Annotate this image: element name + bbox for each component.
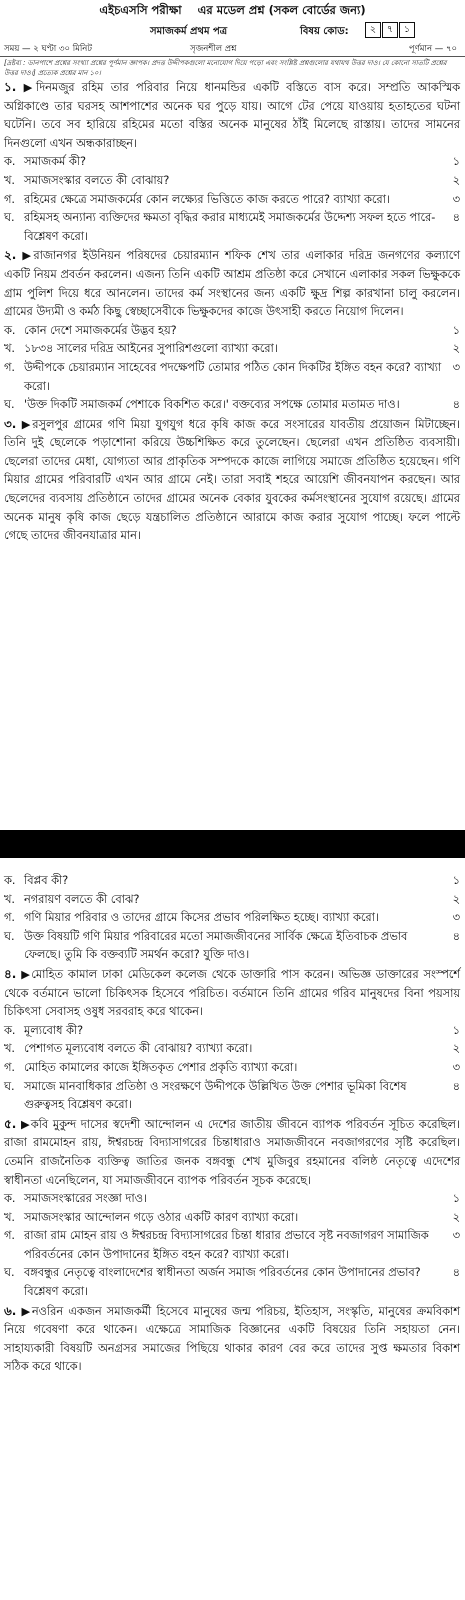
sub-mark: ৩ [452, 1060, 460, 1074]
sub-text: মূল্যবোধ কী? [24, 1023, 84, 1037]
stimulus-text: মোহিত কামাল ঢাকা মেডিকেল কলেজ থেকে ডাক্তারি পাস করেন। অভিজ্ঞ ডাক্তারের সংস্পর্শে থেকে বর্তমানে ভালো চিকিৎসক হিসেবে পরিচিত। বর্তমানে তিনি গ্রামের গরিব মানুষদের বিনা পয়সায় চিকিৎসা সেবাসহ ওষুধ সরবরাহ করে থাকেন। [4, 967, 460, 1019]
sub-text: সমাজকর্ম কী? [24, 155, 87, 169]
sub-label: ক. [4, 1192, 16, 1206]
sub-mark: ২ [452, 342, 460, 356]
stimulus-text: রাজানগর ইউনিয়ন পরিষদের চেয়ারম্যান শফিক শেখ তার এলাকার দরিদ্র জনগণের কল্যাণে একটি নিয়ম প্রবর্তন করলেন। এজন্য তিনি একটি আশ্রম প্রতিষ্ঠা করে সেখানে এলাকার সকল ভিক্ষুককে গ্রাম পুলিশ দিয়ে ধরে আনলেন। তাদের কর্ম সংস্থানের জন্য একটি ক্ষুদ্র শিল্প কারখানা চালু করলেন। গ্রামের উদ্যমী ও কর্মঠ কিছু স্বেচ্ছাসেবীকে ভিক্ষুকদের কাজে উৎসাহী করতে নিয়োগ দিলেন। [4, 249, 461, 319]
sub-mark: ৩ [452, 911, 460, 925]
instruction-note: [দ্রষ্টব্য : ডানপাশে প্রশ্নের সংখ্যা প্রশ্নের পূর্ণমান জ্ঞাপক। প্রদত্ত উদ্দীপকগুলো মনোযোগ দিয়ে পড়ো এবং সংশ্লিষ্ট প্রশ্নগুলোর যথাযথ উত্তর দাও। যে কোনো সাতটি প্রশ্নের উত্তর দাও।] প্রত্যেক প্রশ্নের মান ১০। [4, 59, 447, 77]
sub-mark: ১ [452, 1023, 460, 1037]
question-number: ১. [4, 80, 17, 94]
sub-mark: ১ [452, 1192, 460, 1206]
sub-label: ক. [4, 874, 16, 887]
code-digit: ২ [365, 22, 381, 38]
sub-mark: ৩ [452, 192, 460, 206]
sub-label: ঘ. [4, 398, 15, 412]
sub-mark: ২ [452, 1210, 460, 1224]
sub-text: মোহিত কামালের কাজে ইঙ্গিতকৃত পেশার প্রকৃতি ব্যাখ্যা করো। [24, 1060, 298, 1074]
meta-row [0, 42, 465, 57]
subject-code-boxes [365, 22, 416, 38]
stimulus-text: রসুলপুর গ্রামের গণি মিয়া যুগযুগ ধরে কৃষি কাজ করে সংসারের যাবতীয় প্রয়োজন মিটাচ্ছেন। তিনি দুই ছেলেকে পড়াশোনা করিয়ে উচ্চশিক্ষিত করে তুলেছেন। ছেলেরা এখন প্রতিষ্ঠিত ব্যবসায়ী। ছেলেরা তাদের মেধা, যোগ্যতা আর প্রাকৃতিক সম্পদকে কাজে লাগিয়ে সমাজে প্রতিষ্ঠিত হয়েছেন। গণি মিয়ার গ্রামের পরিবারটি এখন আর গ্রামে নেই। তারা সবাই শহরে আয়েশি জীবনযাপন করছেন। আর ছেলেদের ব্যবসায় প্রতিষ্ঠানে তাদের গ্রামের অনেক বেকার যুবকের কর্মসংস্থানের সুযোগ রয়েছে। গ্রামের অনেক মানুষ কৃষি কাজ ছেড়ে যন্ত্রচালিত প্রতিষ্ঠানে আরামে কাজ করার সুযোগ পাচ্ছে। ফলে পাল্টে গেছে তাদের জীবনযাত্রার মান। [4, 417, 461, 543]
question-5-d [4, 1264, 460, 1301]
questions-page-one [4, 78, 460, 546]
question-5-a [4, 1190, 460, 1209]
sub-text: ১৮৩৪ সালের দরিদ্র আইনের সুপারিশগুলো ব্যাখ্যা করো। [24, 342, 278, 356]
subject-name: সমাজকর্ম প্রথম পত্র [150, 26, 228, 37]
question-2-d [4, 396, 460, 415]
sub-label: গ. [4, 911, 15, 925]
question-4-b [4, 1040, 460, 1059]
code-digit: ৭ [382, 22, 398, 38]
sub-mark: ২ [452, 1042, 460, 1056]
full-marks: পূর্ণমান — ৭০ [408, 44, 457, 54]
sub-label: গ. [4, 1229, 15, 1243]
sub-label: গ. [4, 192, 15, 206]
question-4-c [4, 1059, 460, 1078]
sub-text: নগরায়ণ বলতে কী বোঝ? [24, 892, 140, 906]
subject-row [0, 22, 465, 42]
sub-label: খ. [4, 173, 16, 187]
question-4-a [4, 1022, 460, 1041]
sub-label: খ. [4, 1210, 16, 1224]
sub-label: ঘ. [4, 211, 15, 225]
sub-text: সমাজে মানবাধিকার প্রতিষ্ঠা ও সংরক্ষণে উদ্দীপকে উল্লিখিত উক্ত পেশার ভূমিকা বিশেষ গুরুত্বসহ বিশ্লেষণ করো। [24, 1079, 407, 1112]
sub-label: ঘ. [4, 1079, 15, 1093]
sub-text: উক্ত বিষয়টি গণি মিয়ার পরিবারের মতো সমাজজীবনের সার্বিক ক্ষেত্রে ইতিবাচক প্রভাব ফেলছে। তুমি কি বক্তব্যটি সমর্থন করো? যুক্তি দাও। [24, 929, 408, 962]
question-2-stem: ২. ▶রাজানগর ইউনিয়ন পরিষদের চেয়ারম্যান শফিক শেখ তার এলাকার দরিদ্র জনগণের কল্যাণে একটি নিয়ম প্রবর্তন করলেন। এজন্য তিনি একটি আশ্রম প্রতিষ্ঠা করে সেখানে এলাকার সকল ভিক্ষুককে গ্রাম পুলিশ দিয়ে ধরে আনলেন। তাদের কর্ম সংস্থানের জন্য একটি ক্ষুদ্র শিল্প কারখানা চালু করলেন। গ্রামের উদ্যমী ও কর্মঠ কিছু স্বেচ্ছাসেবীকে ভিক্ষুকদের কাজে উৎসাহী করতে নিয়োগ দিলেন। [4, 248, 461, 319]
sub-mark: ৪ [452, 1079, 460, 1093]
page-two [0, 858, 465, 1600]
stimulus-text: নওরিন একজন সমাজকর্মী হিসেবে মানুষের জন্ম পরিচয়, ইতিহাস, সংস্কৃতি, মানুষের ক্রমবিকাশ নিয়ে গবেষণা করে থাকেন। এক্ষেত্রে সামাজিক বিজ্ঞানের একটি বিষয়ের তিনি সহায়তা নেন। সাহায্যকারী বিষয়টি অনগ্রসর সমাজের পিছিয়ে থাকার কারণ বের করে তাদের সুপ্ত ক্ষমতার বিকাশ সঠিক করে থাকে। [4, 1304, 460, 1374]
question-number: ৫. [4, 1116, 17, 1131]
question-5-b [4, 1209, 460, 1228]
question-5-stem: ৫. ▶কবি মুকুন্দ দাসের স্বদেশী আন্দোলন এ দেশের জাতীয় জীবনে ব্যাপক পরিবর্তন সূচিত করেছিল। রাজা রামমোহন রায়, ঈশ্বরচন্দ্র বিদ্যাসাগরের চিন্তাধারাও সমাজজীবনে নবজাগরণের সৃষ্টি করেছিল। তেমনি রাজনৈতিক ব্যক্তিত্ব জাতির জনক বঙ্গবন্ধু শেখ মুজিবুর রহমানের বলিষ্ঠ নেতৃত্বে এদেশের স্বাধীনতা এনেছিলেন, যা সমাজজীবনে ব্যাপক পরিবর্তন সূচক করেছে। [4, 1116, 460, 1187]
sub-label: ক. [4, 155, 16, 169]
sub-label: ঘ. [4, 1266, 15, 1280]
question-1-stem: ১. ▶দিনমজুর রহিম তার পরিবার নিয়ে ধানমন্ডির একটি বস্তিতে বাস করে। সম্প্রতি আকস্মিক অগ্নিকাণ্ডে তার ঘরসহ আশপাশের অনেক ঘর পুড়ে যায়। আগে টের পেয়ে যাওয়ায় হতাহতের ঘটনা ঘটেনি। তবে সব হারিয়ে রহিমের মতো বস্তির অনেক মানুষের ঠাঁই মিলেছে রাস্তায়। তাদের সামনের দিনগুলো এখন অন্ধকারাচ্ছন। [4, 80, 460, 150]
sub-mark: ৪ [452, 211, 460, 225]
question-2-c [4, 359, 460, 396]
question-number: ২. [4, 248, 17, 263]
sub-text: পেশাগত মূল্যবোধ বলতে কী বোঝায়? ব্যাখ্যা করো। [24, 1042, 253, 1056]
question-number: ৪. [4, 966, 17, 981]
sub-mark: ৪ [452, 1266, 460, 1280]
sub-mark: ৪ [452, 929, 460, 943]
sub-label: গ. [4, 1060, 15, 1074]
sub-text: কোন দেশে সমাজকর্মের উদ্ভব হয়? [24, 323, 177, 337]
sub-text: রহিমসহ অন্যান্য ব্যক্তিদের ক্ষমতা বৃদ্ধির করার মাধ্যমেই সমাজকর্মের উদ্দেশ্য সফল হতে পারে- বিশ্লেষণ করো। [24, 211, 436, 243]
question-5-c [4, 1227, 460, 1264]
exam-header [0, 2, 465, 21]
sub-label: ক. [4, 1023, 16, 1037]
sub-text: সমাজসংস্কার বলতে কী বোঝায়? [24, 173, 170, 187]
question-4-stem: ৪. ▶মোহিত কামাল ঢাকা মেডিকেল কলেজ থেকে ডাক্তারি পাস করেন। অভিজ্ঞ ডাক্তারের সংস্পর্শে থেকে বর্তমানে ভালো চিকিৎসক হিসেবে পরিচিত। বর্তমানে তিনি গ্রামের গরিব মানুষদের বিনা পয়সায় চিকিৎসা সেবাসহ ওষুধ সরবরাহ করে থাকেন। [4, 966, 460, 1019]
sub-label: ঘ. [4, 929, 15, 943]
question-4-d [4, 1078, 460, 1115]
question-number: ৬. [4, 1303, 17, 1318]
sub-text: সমাজসংস্কার আন্দোলন গড়ে ওঠার একটি কারণ ব্যাখ্যা করো। [24, 1210, 299, 1224]
question-type: সৃজনশীল প্রশ্ন [190, 44, 237, 54]
exam-name: এইচএসসি পরীক্ষা [99, 3, 182, 17]
stimulus-text: দিনমজুর রহিম তার পরিবার নিয়ে ধানমন্ডির একটি বস্তিতে বাস করে। সম্প্রতি আকস্মিক অগ্নিকাণ্ডে তার ঘরসহ আশপাশের অনেক ঘর পুড়ে যায়। আগে টের পেয়ে যাওয়ায় হতাহতের ঘটনা ঘটেনি। তবে সব হারিয়ে রহিমের মতো বস্তির অনেক মানুষের ঠাঁই মিলেছে রাস্তায়। তাদের সামনের দিনগুলো এখন অন্ধকারাচ্ছন। [4, 81, 460, 150]
question-3-c [4, 909, 460, 928]
sub-text: বঙ্গবন্ধুর নেতৃত্বে বাংলাদেশের স্বাধীনতা অর্জন সমাজ পরিবর্তনের কোন উপাদানের প্রভাব? বিশ্লেষণ করো। [24, 1266, 421, 1299]
sub-label: খ. [4, 342, 16, 356]
exam-time: সময় — ২ ঘণ্টা ৩০ মিনিট [4, 44, 92, 54]
question-3-b [4, 891, 460, 910]
sub-text: রাজা রাম মোহন রায় ও ঈশ্বরচন্দ্র বিদ্যাসাগরের চিন্তা ধারার প্রভাবে সৃষ্ট নবজাগরণ সামাজিক পরিবর্তনের কোন উপাদানের ইঙ্গিত বহন করে? ব্যাখ্যা করো। [24, 1229, 429, 1261]
sub-text: বিপ্লব কী? [24, 874, 69, 887]
stimulus-text: কবি মুকুন্দ দাসের স্বদেশী আন্দোলন এ দেশের জাতীয় জীবনে ব্যাপক পরিবর্তন সূচিত করেছিল। রাজা রামমোহন রায়, ঈশ্বরচন্দ্র বিদ্যাসাগরের চিন্তাধারাও সমাজজীবনে নবজাগরণের সৃষ্টি করেছিল। তেমনি রাজনৈতিক ব্যক্তিত্ব জাতির জনক বঙ্গবন্ধু শেখ মুজিবুর রহমানের বলিষ্ঠ নেতৃত্বে এদেশের স্বাধীনতা এনেছিলেন, যা সমাজজীবনে ব্যাপক পরিবর্তন সূচক করেছে। [4, 1117, 460, 1187]
question-6-stem: ৬. ▶নওরিন একজন সমাজকর্মী হিসেবে মানুষের জন্ম পরিচয়, ইতিহাস, সংস্কৃতি, মানুষের ক্রমবিকাশ নিয়ে গবেষণা করে থাকেন। এক্ষেত্রে সামাজিক বিজ্ঞানের একটি বিষয়ের তিনি সহায়তা নেন। সাহায্যকারী বিষয়টি অনগ্রসর সমাজের পিছিয়ে থাকার কারণ বের করে তাদের সুপ্ত ক্ষমতার বিকাশ সঠিক করে থাকে। [4, 1303, 460, 1374]
question-3-stem: ৩. ▶রসুলপুর গ্রামের গণি মিয়া যুগযুগ ধরে কৃষি কাজ করে সংসারের যাবতীয় প্রয়োজন মিটাচ্ছেন। তিনি দুই ছেলেকে পড়াশোনা করিয়ে উচ্চশিক্ষিত করে তুলেছেন। ছেলেরা এখন প্রতিষ্ঠিত ব্যবসায়ী। ছেলেরা তাদের মেধা, যোগ্যতা আর প্রাকৃতিক সম্পদকে কাজে লাগিয়ে সমাজে প্রতিষ্ঠিত হয়েছেন। গণি মিয়ার গ্রামের পরিবারটি এখন আর গ্রামে নেই। তারা সবাই শহরে আয়েশি জীবনযাপন করছেন। আর ছেলেদের ব্যবসায় প্রতিষ্ঠানে তাদের গ্রামের অনেক বেকার যুবকের কর্মসংস্থানের সুযোগ রয়েছে। গ্রামের অনেক মানুষ কৃষি কাজ ছেড়ে যন্ত্রচালিত প্রতিষ্ঠানে আরামে কাজ করার সুযোগ পাচ্ছে। ফলে পাল্টে গেছে তাদের জীবনযাত্রার মান। [4, 416, 461, 543]
question-number: ৩. [4, 416, 17, 431]
page-gap [0, 830, 465, 858]
sub-text: গণি মিয়ার পরিবার ও তাদের গ্রামে কিসের প্রভাব পরিলক্ষিত হচ্ছে। ব্যাখ্যা করো। [24, 911, 379, 925]
sub-mark: ১ [452, 874, 460, 887]
question-3-d [4, 928, 460, 965]
question-2-a [4, 322, 460, 341]
sub-text: উদ্দীপকে চেয়ারম্যান সাহেবের পদক্ষেপটি তোমার পঠিত কোন দিকটির ইঙ্গিত বহন করে? ব্যাখ্যা করো। [24, 360, 442, 393]
sub-mark: ১ [452, 323, 460, 337]
sub-mark: ৩ [452, 1229, 460, 1243]
sub-mark: ২ [452, 892, 460, 906]
question-1-b [4, 172, 460, 191]
question-1-d [4, 209, 460, 246]
sub-text: 'উক্ত দিকটি সমাজকর্ম পেশাকে বিকশিত করে।' বক্তব্যের সপক্ষে তোমার মতামত দাও। [24, 398, 400, 412]
sub-label: গ. [4, 360, 15, 374]
question-3-a [4, 872, 460, 891]
exam-title: এর মডেল প্রশ্ন (সকল বোর্ডের জন্য) [197, 3, 366, 17]
questions-page-two [4, 872, 460, 1377]
question-1-a [4, 153, 460, 172]
sub-label: খ. [4, 1042, 16, 1056]
question-1-c [4, 191, 460, 210]
sub-text: রহিমের ক্ষেত্রে সমাজকর্মের কোন লক্ষ্যের ভিত্তিতে কাজ করতে পারে? ব্যাখ্যা করো। [24, 192, 390, 206]
sub-text: সমাজসংস্কারের সংজ্ঞা দাও। [24, 1192, 147, 1206]
sub-mark: ২ [452, 173, 460, 187]
sub-label: ক. [4, 323, 16, 337]
code-digit: ১ [399, 22, 415, 38]
sub-label: খ. [4, 892, 16, 906]
sub-mark: ৩ [452, 360, 460, 374]
subject-code-label: বিষয় কোড: [300, 26, 349, 37]
sub-mark: ৪ [452, 398, 460, 412]
question-2-b [4, 340, 460, 359]
sub-mark: ১ [452, 155, 460, 169]
